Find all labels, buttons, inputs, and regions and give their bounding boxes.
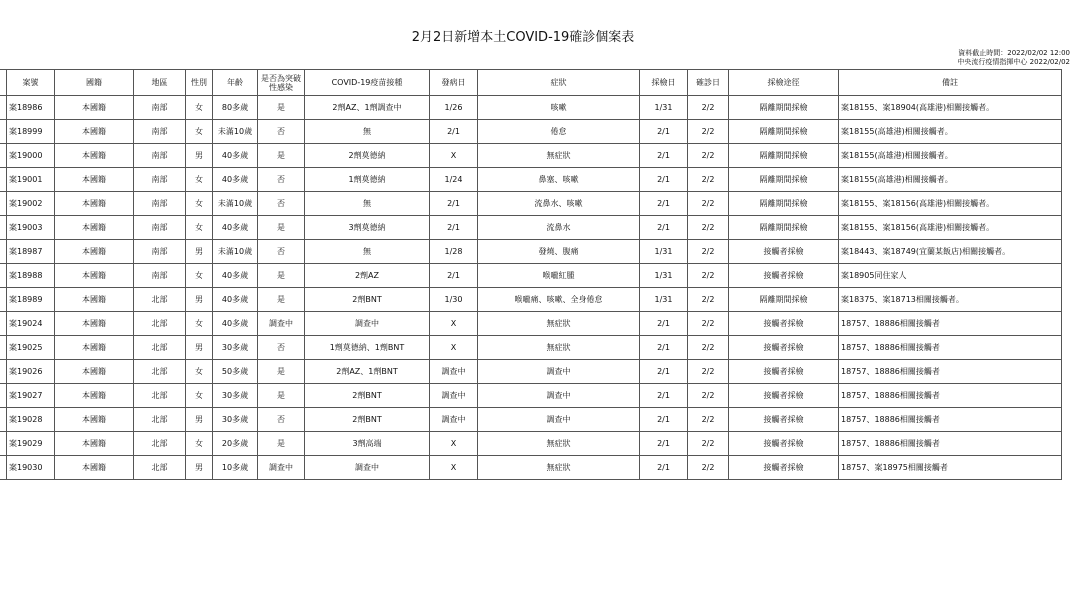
table-cell: 調查中 xyxy=(478,408,640,432)
table-cell: 案19024 xyxy=(7,312,55,336)
table-cell: 案19027 xyxy=(7,384,55,408)
table-cell: 本國籍 xyxy=(55,168,134,192)
table-cell: 本國籍 xyxy=(55,144,134,168)
table-cell: 男 xyxy=(186,144,213,168)
table-cell: 隔離期間採檢 xyxy=(729,168,839,192)
table-cell: 2劑AZ、1劑BNT xyxy=(305,360,430,384)
table-cell: 2/2 xyxy=(688,192,729,216)
table-cell: 隔離期間採檢 xyxy=(729,120,839,144)
table-cell: 2/2 xyxy=(688,456,729,480)
table-cell: 案18989 xyxy=(7,288,55,312)
table-cell: 1/31 xyxy=(640,96,688,120)
table-cell: 案18443、案18749(宜蘭某飯店)相關接觸者。 xyxy=(839,240,1062,264)
table-cell: 30多歲 xyxy=(213,384,258,408)
table-cell: 調查中 xyxy=(430,360,478,384)
table-cell: 案18155、案18904(高雄港)相關接觸者。 xyxy=(839,96,1062,120)
table-cell: 是 xyxy=(258,96,305,120)
table-cell: 無症狀 xyxy=(478,144,640,168)
table-row xyxy=(0,144,1062,168)
table-cell: 2/1 xyxy=(640,120,688,144)
table-cell: 本國籍 xyxy=(55,432,134,456)
table-cell: 2劑BNT xyxy=(305,384,430,408)
table-cell: 鼻塞、咳嗽 xyxy=(478,168,640,192)
table-cell: 50多歲 xyxy=(213,360,258,384)
table-cell: 2/2 xyxy=(688,408,729,432)
table-cell: 2/1 xyxy=(640,360,688,384)
table-cell: 北部 xyxy=(134,336,186,360)
table-row xyxy=(0,456,1062,480)
table-cell: 2/1 xyxy=(640,144,688,168)
table-cell: 女 xyxy=(186,264,213,288)
table-cell: 接觸者採檢 xyxy=(729,456,839,480)
column-header: 確診日 xyxy=(688,70,729,96)
table-cell: 案19026 xyxy=(7,360,55,384)
table-cell: 2/2 xyxy=(688,96,729,120)
table-cell: 40多歲 xyxy=(213,312,258,336)
table-cell: 隔離期間採檢 xyxy=(729,96,839,120)
table-cell: 40多歲 xyxy=(213,216,258,240)
column-header: 地區 xyxy=(134,70,186,96)
table-cell: 2/2 xyxy=(688,312,729,336)
table-cell: 案18155(高雄港)相關接觸者。 xyxy=(839,168,1062,192)
column-header: 國籍 xyxy=(55,70,134,96)
table-cell: 調查中 xyxy=(430,384,478,408)
column-header: 是否為突破性感染 xyxy=(258,70,305,96)
table-cell: 18757、18886相關接觸者 xyxy=(839,360,1062,384)
table-cell: 18757、18886相關接觸者 xyxy=(839,384,1062,408)
table-cell: 2/1 xyxy=(640,192,688,216)
table-cell: 南部 xyxy=(134,96,186,120)
table-cell: 2/2 xyxy=(688,144,729,168)
table-cell: 調查中 xyxy=(258,456,305,480)
table-cell: X xyxy=(430,144,478,168)
table-cell: 40多歲 xyxy=(213,144,258,168)
table-cell: 男 xyxy=(186,408,213,432)
table-cell: 流鼻水、咳嗽 xyxy=(478,192,640,216)
table-cell: 接觸者採檢 xyxy=(729,432,839,456)
table-cell: 無 xyxy=(305,240,430,264)
table-cell: 女 xyxy=(186,216,213,240)
table-cell: 案18155(高雄港)相關接觸者。 xyxy=(839,120,1062,144)
table-cell: 隔離期間採檢 xyxy=(729,144,839,168)
table-cell: 本國籍 xyxy=(55,264,134,288)
table-cell: 18757、18886相關接觸者 xyxy=(839,336,1062,360)
table-cell: 30多歲 xyxy=(213,408,258,432)
table-cell: X xyxy=(430,432,478,456)
table-cell: 本國籍 xyxy=(55,96,134,120)
table-cell: 調查中 xyxy=(258,312,305,336)
table-cell: 2/2 xyxy=(688,240,729,264)
table-cell: 發燒、腹痛 xyxy=(478,240,640,264)
table-cell: 調查中 xyxy=(430,408,478,432)
table-cell: 2/1 xyxy=(640,456,688,480)
column-header: 症狀 xyxy=(478,70,640,96)
table-cell: 無症狀 xyxy=(478,336,640,360)
table-cell: 本國籍 xyxy=(55,192,134,216)
table-cell: 隔離期間採檢 xyxy=(729,288,839,312)
table-cell: 隔離期間採檢 xyxy=(729,216,839,240)
table-cell: 2/1 xyxy=(640,312,688,336)
table-cell: 本國籍 xyxy=(55,288,134,312)
table-cell: 是 xyxy=(258,144,305,168)
table-cell: 男 xyxy=(186,240,213,264)
table-cell: X xyxy=(430,456,478,480)
table-cell: 20多歲 xyxy=(213,432,258,456)
table-cell: 2/2 xyxy=(688,360,729,384)
table-cell: 調查中 xyxy=(305,312,430,336)
table-cell: 1/24 xyxy=(430,168,478,192)
table-cell: X xyxy=(430,312,478,336)
table-cell: 案18986 xyxy=(7,96,55,120)
table-cell: 1/31 xyxy=(640,288,688,312)
table-cell: 案19003 xyxy=(7,216,55,240)
table-cell: 北部 xyxy=(134,456,186,480)
table-row xyxy=(0,360,1062,384)
table-cell: 2/2 xyxy=(688,120,729,144)
table-cell: 喉嚨紅腫 xyxy=(478,264,640,288)
case-table xyxy=(0,69,1062,480)
table-cell: 案19030 xyxy=(7,456,55,480)
table-cell: 南部 xyxy=(134,144,186,168)
table-cell: 案18988 xyxy=(7,264,55,288)
table-cell: 無症狀 xyxy=(478,432,640,456)
table-cell: 2劑AZ xyxy=(305,264,430,288)
table-header-row xyxy=(0,70,1062,96)
table-cell: 本國籍 xyxy=(55,120,134,144)
table-cell: 無症狀 xyxy=(478,312,640,336)
table-cell: 40多歲 xyxy=(213,168,258,192)
column-header: 發病日 xyxy=(430,70,478,96)
table-cell: 否 xyxy=(258,192,305,216)
table-cell: 本國籍 xyxy=(55,456,134,480)
table-cell: 咳嗽 xyxy=(478,96,640,120)
table-cell: 未滿10歲 xyxy=(213,120,258,144)
table-cell: 男 xyxy=(186,336,213,360)
table-cell: 案18155(高雄港)相關接觸者。 xyxy=(839,144,1062,168)
table-cell: 接觸者採檢 xyxy=(729,360,839,384)
table-cell: 3劑莫德納 xyxy=(305,216,430,240)
table-cell: 2劑AZ、1劑調查中 xyxy=(305,96,430,120)
table-cell: 南部 xyxy=(134,120,186,144)
table-cell: 本國籍 xyxy=(55,360,134,384)
table-row xyxy=(0,408,1062,432)
table-cell: 本國籍 xyxy=(55,240,134,264)
table-cell: 南部 xyxy=(134,264,186,288)
table-cell: 是 xyxy=(258,360,305,384)
table-cell: 2/2 xyxy=(688,288,729,312)
page-title: 2月2日新增本土COVID-19確診個案表 xyxy=(411,30,635,45)
table-cell: 18757、案18975相關接觸者 xyxy=(839,456,1062,480)
table-cell: 2/2 xyxy=(688,336,729,360)
table-cell: 南部 xyxy=(134,240,186,264)
table-cell: 接觸者採檢 xyxy=(729,384,839,408)
table-cell: 本國籍 xyxy=(55,312,134,336)
table-cell: 2/2 xyxy=(688,384,729,408)
table-cell: 18757、18886相關接觸者 xyxy=(839,408,1062,432)
table-cell: X xyxy=(430,336,478,360)
table-cell: 南部 xyxy=(134,192,186,216)
table-cell: 30多歲 xyxy=(213,336,258,360)
table-cell: 2/2 xyxy=(688,216,729,240)
table-cell: 18757、18886相關接觸者 xyxy=(839,432,1062,456)
table-cell: 18757、18886相關接觸者 xyxy=(839,312,1062,336)
table-cell: 2/2 xyxy=(688,264,729,288)
table-cell: 2劑BNT xyxy=(305,288,430,312)
table-cell: 2/1 xyxy=(430,120,478,144)
table-cell: 案19000 xyxy=(7,144,55,168)
table-cell: 2劑莫德納 xyxy=(305,144,430,168)
table-cell: 接觸者採檢 xyxy=(729,240,839,264)
table-cell: 案18155、案18156(高雄港)相關接觸者。 xyxy=(839,216,1062,240)
table-cell: 案19025 xyxy=(7,336,55,360)
table-cell: 南部 xyxy=(134,216,186,240)
table-cell: 1/31 xyxy=(640,264,688,288)
table-cell: 倦怠 xyxy=(478,120,640,144)
column-header: 性別 xyxy=(186,70,213,96)
table-cell: 案19002 xyxy=(7,192,55,216)
table-cell: 1劑莫德納 xyxy=(305,168,430,192)
table-cell: 80多歲 xyxy=(213,96,258,120)
table-cell: 男 xyxy=(186,288,213,312)
column-header: 採檢日 xyxy=(640,70,688,96)
table-cell: 是 xyxy=(258,264,305,288)
table-cell: 無 xyxy=(305,192,430,216)
table-row xyxy=(0,192,1062,216)
table-cell: 女 xyxy=(186,192,213,216)
table-cell: 無 xyxy=(305,120,430,144)
column-header: 年齡 xyxy=(213,70,258,96)
table-cell: 女 xyxy=(186,120,213,144)
table-row xyxy=(0,384,1062,408)
table-cell: 本國籍 xyxy=(55,216,134,240)
column-header: 備註 xyxy=(839,70,1062,96)
table-cell: 2/1 xyxy=(640,216,688,240)
table-cell: 案19028 xyxy=(7,408,55,432)
table-cell: 是 xyxy=(258,216,305,240)
column-header: 案號 xyxy=(7,70,55,96)
table-cell: 調查中 xyxy=(305,456,430,480)
data-publisher: 中央流行疫情指揮中心 2022/02/02 xyxy=(957,58,1070,66)
table-cell: 女 xyxy=(186,360,213,384)
table-cell: 北部 xyxy=(134,288,186,312)
table-cell: 案18155、案18156(高雄港)相關接觸者。 xyxy=(839,192,1062,216)
table-cell: 案18375、案18713相關接觸者。 xyxy=(839,288,1062,312)
table-cell: 北部 xyxy=(134,408,186,432)
table-cell: 2/1 xyxy=(640,168,688,192)
table-cell: 否 xyxy=(258,120,305,144)
table-cell: 是 xyxy=(258,432,305,456)
table-cell: 2/1 xyxy=(640,384,688,408)
table-cell: 1劑莫德納、1劑BNT xyxy=(305,336,430,360)
table-cell: 是 xyxy=(258,384,305,408)
table-cell: 本國籍 xyxy=(55,384,134,408)
column-header: 採檢途徑 xyxy=(729,70,839,96)
table-cell: 2/2 xyxy=(688,432,729,456)
table-cell: 否 xyxy=(258,240,305,264)
table-cell: 女 xyxy=(186,384,213,408)
table-cell: 40多歲 xyxy=(213,264,258,288)
table-cell: 北部 xyxy=(134,312,186,336)
data-source-note xyxy=(957,49,1070,67)
table-cell: 2劑BNT xyxy=(305,408,430,432)
table-cell: 女 xyxy=(186,168,213,192)
table-cell: 1/30 xyxy=(430,288,478,312)
table-cell: 2/1 xyxy=(430,216,478,240)
table-cell: 喉嚨痛、咳嗽、全身倦怠 xyxy=(478,288,640,312)
table-cell: 否 xyxy=(258,408,305,432)
table-row xyxy=(0,312,1062,336)
table-cell: 案18987 xyxy=(7,240,55,264)
table-cell: 無症狀 xyxy=(478,456,640,480)
table-cell: 調查中 xyxy=(478,384,640,408)
table-cell: 10多歲 xyxy=(213,456,258,480)
table-row xyxy=(0,96,1062,120)
table-cell: 女 xyxy=(186,312,213,336)
table-cell: 隔離期間採檢 xyxy=(729,192,839,216)
table-cell: 調查中 xyxy=(478,360,640,384)
table-cell: 男 xyxy=(186,456,213,480)
table-cell: 未滿10歲 xyxy=(213,192,258,216)
table-cell: 北部 xyxy=(134,384,186,408)
table-cell: 本國籍 xyxy=(55,408,134,432)
table-cell: 2/1 xyxy=(640,336,688,360)
table-row xyxy=(0,216,1062,240)
table-cell: 接觸者採檢 xyxy=(729,408,839,432)
table-cell: 本國籍 xyxy=(55,336,134,360)
table-row xyxy=(0,168,1062,192)
table-cell: 接觸者採檢 xyxy=(729,312,839,336)
table-row xyxy=(0,120,1062,144)
table-cell: 案18905同住家人 xyxy=(839,264,1062,288)
table-cell: 3劑高端 xyxy=(305,432,430,456)
table-cell: 2/1 xyxy=(430,264,478,288)
table-cell: 北部 xyxy=(134,360,186,384)
table-row xyxy=(0,264,1062,288)
table-cell: 南部 xyxy=(134,168,186,192)
table-cell: 是 xyxy=(258,288,305,312)
table-cell: 接觸者採檢 xyxy=(729,336,839,360)
table-cell: 40多歲 xyxy=(213,288,258,312)
table-cell: 1/31 xyxy=(640,240,688,264)
table-row xyxy=(0,336,1062,360)
table-cell: 接觸者採檢 xyxy=(729,264,839,288)
table-cell: 案19001 xyxy=(7,168,55,192)
table-cell: 女 xyxy=(186,96,213,120)
table-cell: 2/2 xyxy=(688,168,729,192)
table-cell: 1/26 xyxy=(430,96,478,120)
table-cell: 未滿10歲 xyxy=(213,240,258,264)
table-cell: 1/28 xyxy=(430,240,478,264)
table-cell: 北部 xyxy=(134,432,186,456)
table-row xyxy=(0,288,1062,312)
table-cell: 2/1 xyxy=(430,192,478,216)
column-header: COVID-19疫苗接種 xyxy=(305,70,430,96)
data-cutoff-time: 資料截止時間：2022/02/02 12:00 xyxy=(958,49,1070,57)
table-cell: 女 xyxy=(186,432,213,456)
table-cell: 否 xyxy=(258,168,305,192)
table-cell: 否 xyxy=(258,336,305,360)
table-row xyxy=(0,240,1062,264)
table-cell: 2/1 xyxy=(640,432,688,456)
table-row xyxy=(0,432,1062,456)
table-cell: 案18999 xyxy=(7,120,55,144)
table-body xyxy=(0,96,1062,480)
table-cell: 案19029 xyxy=(7,432,55,456)
table-cell: 2/1 xyxy=(640,408,688,432)
table-cell: 流鼻水 xyxy=(478,216,640,240)
